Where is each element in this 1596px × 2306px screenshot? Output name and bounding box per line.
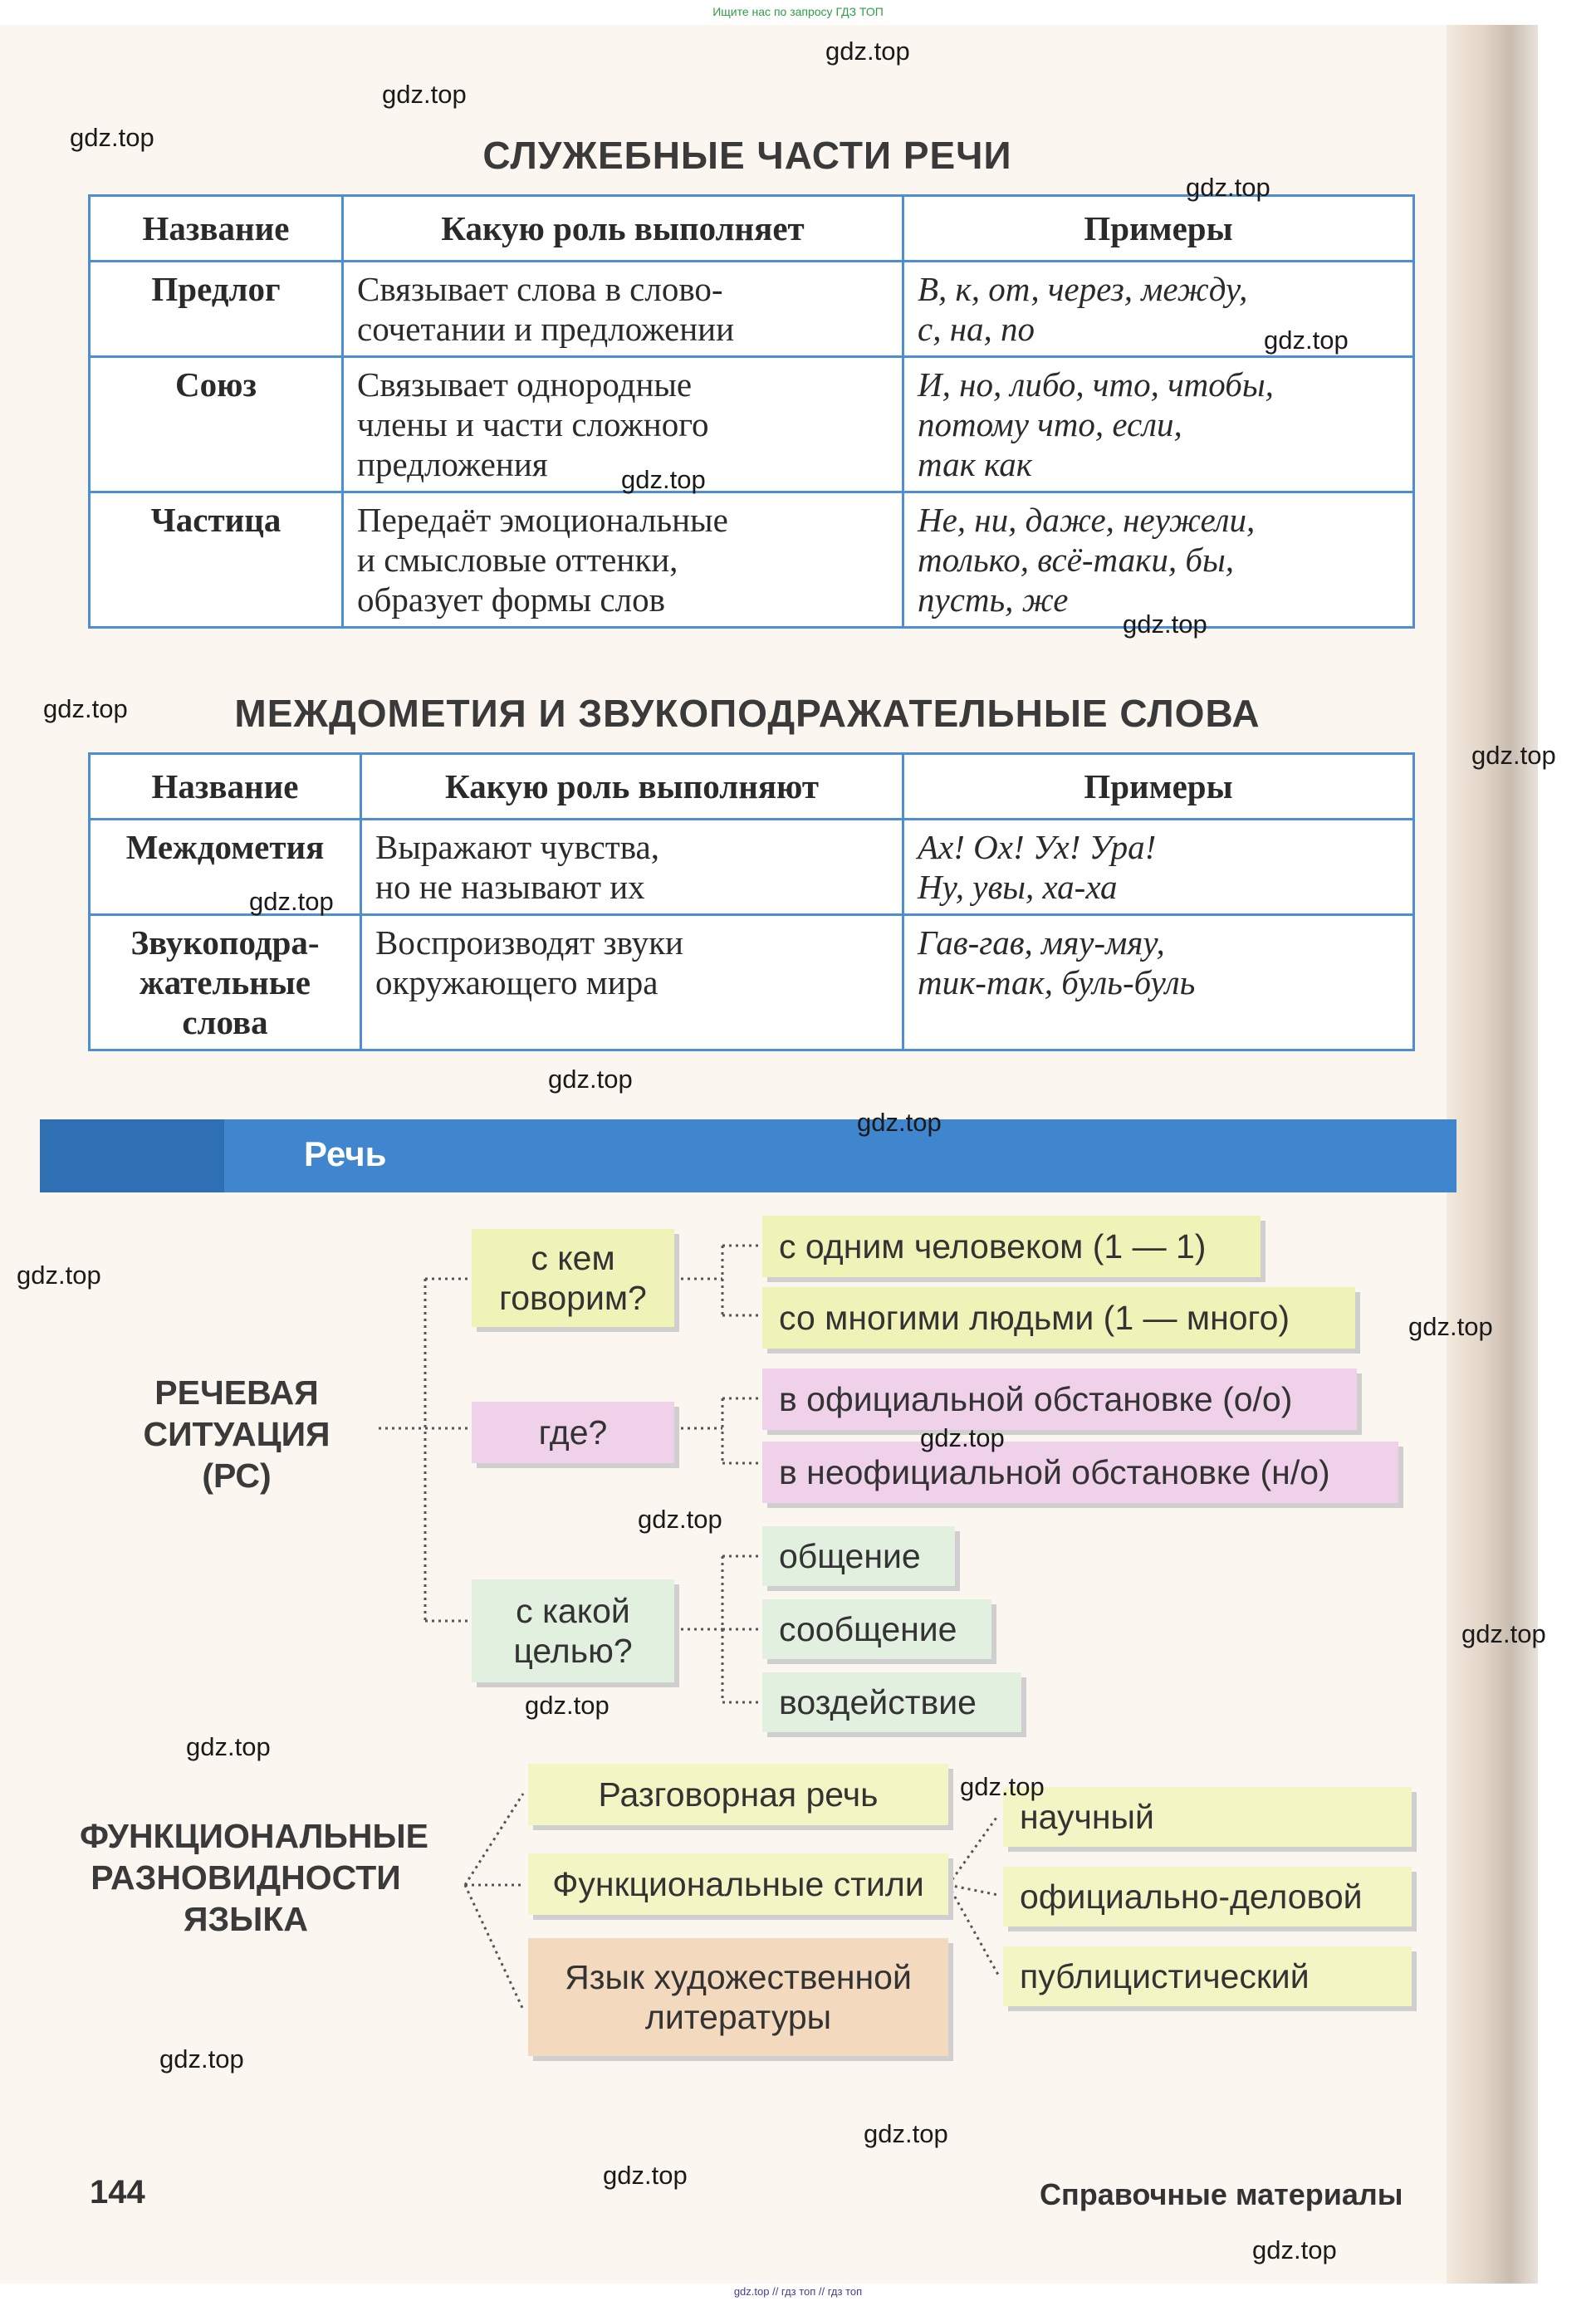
where-answer-1: в официальной обстановке (о/о) — [762, 1368, 1357, 1430]
row-name: Предлог — [90, 262, 343, 357]
watermark: gdz.top — [70, 123, 154, 152]
watermark: gdz.top — [159, 2044, 244, 2073]
row-name: Междометия — [90, 820, 361, 915]
speech-title: Речь — [304, 1134, 387, 1173]
functional-varieties-label: ФУНКЦИОНАЛЬНЫЕ РАЗНОВИДНОСТИ ЯЗЫКА — [80, 1817, 428, 1938]
why-question-box: с какой целью? — [472, 1579, 674, 1682]
watermark: gdz.top — [548, 1065, 633, 1094]
row-examples: Гав-гав, мяу-мяу, тик-так, буль-буль — [903, 915, 1414, 1050]
watermark: gdz.top — [1123, 610, 1207, 639]
watermark: gdz.top — [960, 1772, 1045, 1801]
row-examples: Не, ни, даже, неужели, только, всё-таки, бы, пусть, же — [903, 492, 1414, 628]
interjections-title: МЕЖДОМЕТИЯ И ЗВУКОПОДРАЖАТЕЛЬНЫЕ СЛОВА — [234, 692, 1261, 735]
style-scientific: научный — [1003, 1787, 1412, 1847]
bottom-note: gdz.top // гдз топ // гдз топ — [733, 2285, 863, 2298]
watermark: gdz.top — [43, 694, 128, 723]
row-examples: В, к, от, через, между, с, на, по — [903, 262, 1414, 357]
who-answer-2: со многими людьми (1 — много) — [762, 1287, 1355, 1349]
watermark: gdz.top — [825, 37, 910, 66]
watermark: gdz.top — [1461, 1619, 1546, 1648]
watermark: gdz.top — [1252, 2235, 1337, 2264]
row-name: Частица — [90, 492, 343, 628]
row-role: Связывает однородные члены и части сложного предложения — [343, 357, 903, 492]
style-official: официально-деловой — [1003, 1867, 1412, 1927]
fiction-language-box: Язык художественной литературы — [528, 1938, 948, 2056]
service-parts-title: СЛУЖЕБНЫЕ ЧАСТИ РЕЧИ — [482, 134, 1012, 177]
row-examples: Ах! Ох! Ух! Ура! Ну, увы, ха-ха — [903, 820, 1414, 915]
speech-situation-label: РЕЧЕВАЯ СИТУАЦИЯ (РС) — [143, 1373, 330, 1495]
style-journalistic: публицистический — [1003, 1946, 1412, 2006]
colloquial-speech-box: Разговорная речь — [528, 1764, 948, 1825]
watermark: gdz.top — [638, 1505, 722, 1534]
row-role: Воспроизводят звуки окружающего мира — [361, 915, 903, 1050]
watermark: gdz.top — [621, 465, 706, 494]
header-role: Какую роль выполняют — [361, 754, 903, 820]
header-name: Название — [90, 754, 361, 820]
page-number: 144 — [90, 2174, 145, 2211]
why-answer-1: общение — [762, 1526, 955, 1586]
top-note: Ищите нас по запросу ГДЗ ТОП — [712, 5, 884, 18]
watermark: gdz.top — [1471, 741, 1556, 770]
header-name: Название — [90, 196, 343, 262]
row-name: Звукоподра- жательные слова — [90, 915, 361, 1050]
where-question-box: где? — [472, 1402, 674, 1463]
watermark: gdz.top — [382, 80, 467, 109]
watermark: gdz.top — [525, 1691, 610, 1720]
header-role: Какую роль выполняет — [343, 196, 903, 262]
why-answer-2: сообщение — [762, 1599, 991, 1659]
header-examples: Примеры — [903, 754, 1414, 820]
row-role: Связывает слова в слово- сочетании и предложении — [343, 262, 903, 357]
who-answer-1: с одним человеком (1 — 1) — [762, 1216, 1261, 1277]
watermark: gdz.top — [249, 887, 334, 916]
watermark: gdz.top — [864, 2119, 948, 2148]
functional-styles-box: Функциональные стили — [528, 1853, 948, 1915]
header-examples: Примеры — [903, 196, 1414, 262]
watermark: gdz.top — [1264, 326, 1349, 355]
where-answer-2: в неофициальной обстановке (н/о) — [762, 1442, 1398, 1503]
watermark: gdz.top — [1408, 1312, 1493, 1341]
footer-section: Справочные материалы — [1040, 2177, 1403, 2211]
watermark: gdz.top — [857, 1108, 942, 1137]
row-examples: И, но, либо, что, чтобы, потому что, если, так как — [903, 357, 1414, 492]
watermark: gdz.top — [603, 2161, 688, 2190]
watermark: gdz.top — [186, 1732, 271, 1761]
row-name: Союз — [90, 357, 343, 492]
row-role: Выражают чувства, но не называют их — [361, 820, 903, 915]
watermark: gdz.top — [1186, 173, 1270, 202]
why-answer-3: воздействие — [762, 1672, 1021, 1732]
watermark: gdz.top — [17, 1261, 101, 1290]
who-question-box: с кем говорим? — [472, 1229, 674, 1327]
row-role: Передаёт эмоциональные и смысловые оттенки, образует формы слов — [343, 492, 903, 628]
watermark: gdz.top — [920, 1423, 1005, 1452]
